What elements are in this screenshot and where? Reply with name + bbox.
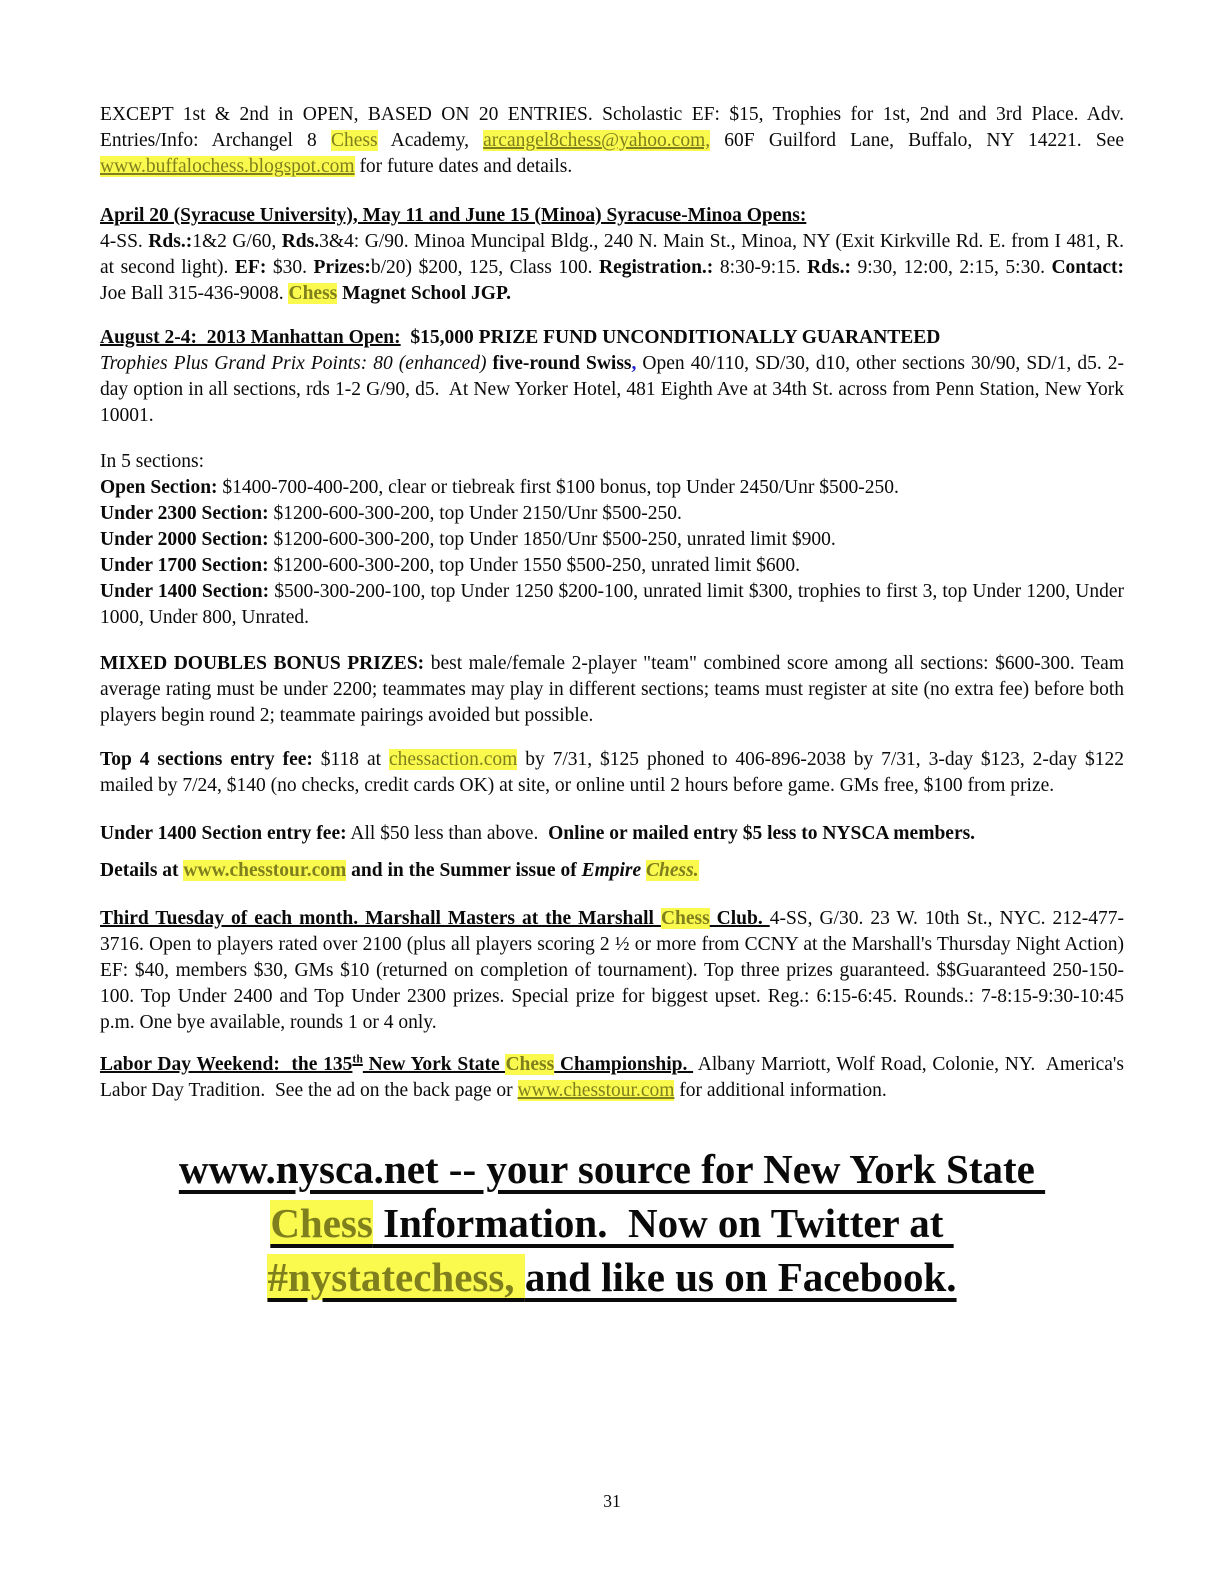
paragraph-archangel-notice: [100, 102, 1129, 180]
heading-syracuse-minoa-opens: [100, 203, 1124, 229]
text-run: Championship.: [554, 1054, 694, 1075]
text-run: Academy,: [377, 130, 484, 151]
highlight-chess: Chess: [270, 1200, 373, 1246]
text-run: 8:30-9:15.: [713, 257, 808, 278]
chessaction-link[interactable]: chessaction.com: [388, 749, 518, 770]
email-link-arcangel[interactable]: arcangel8chess@yahoo.com,: [483, 130, 711, 151]
text-run: 60F Guilford Lane, Buffalo, NY 14221. See: [710, 130, 1129, 151]
buffalochess-link[interactable]: www.buffalochess.blogspot.com: [100, 156, 355, 177]
text-run: Prizes:: [313, 257, 371, 278]
text-run: 3&4: G/90. Minoa Muncipal Bldg., 240 N. Main St., Minoa, NY (Exit Kirkville Rd. E. from I 481, R. at second light).: [100, 231, 1129, 278]
text-run: for additional information.: [674, 1080, 887, 1101]
text-run: and like us on Facebook.: [524, 1254, 957, 1300]
text-run: Under 1400 Section:: [100, 581, 270, 602]
under-1400-entry-fee-line: [100, 821, 1124, 847]
text-run: All $50 less than above.: [346, 823, 549, 844]
text-run: b/20) $200, 125, Class 100.: [370, 257, 600, 278]
text-run: Contact:: [1051, 257, 1125, 278]
text-run: 4-SS, G/30. 23 W. 10th St., NYC. 212-477-3716. Open to players rated over 2100 (plus all players scoring 2 ½ or more from CCNY at the Marshall's Thursday Night Action) EF: $40, members $30, GMs $10 (returned on completion of tournament). Top three prizes guaranteed. $$Guaranteed 250-150-100. Top Under 2400 and Top Under 2300 prizes. Special prize for biggest upset. Reg.: 6:15-6:45. Rounds.: 7-8:15-9:30-10:45 p.m. One bye available, rounds 1 or 4 only.: [100, 908, 1129, 1033]
text-run: by 7/31, $125 phoned to 406-896-2038 by 7/31, 3-day $123, 2-day $122 mailed by 7/24, $140 (no checks, credit cards OK) at site, or online until 2 hours before game. GMs free, $100 from prize.: [100, 749, 1129, 796]
text-run: MIXED DOUBLES BONUS PRIZES:: [100, 653, 425, 674]
section-open: [100, 475, 1124, 501]
text-run: Registration.:: [599, 257, 714, 278]
text-run: th: [352, 1052, 363, 1066]
text-run: Joe Ball 315-436-9008.: [100, 257, 1129, 304]
sections-intro: [100, 449, 1124, 475]
text-run: Magnet School JGP.: [337, 283, 511, 304]
text-run: $30.: [266, 257, 314, 278]
text-run: 4-SS.: [100, 231, 149, 252]
text-run: Empire: [581, 860, 647, 881]
details-line: [100, 858, 1124, 884]
text-run: Under 1400 Section entry fee:: [100, 823, 347, 844]
text-run: August 2-4: 2013 Manhattan Open:: [100, 327, 401, 348]
labor-day-paragraph: [100, 1052, 1129, 1104]
text-run: EXCEPT 1st & 2nd in OPEN, BASED ON 20 ENTRIES. Scholastic EF: $15, Trophies for 1st, 2nd and 3rd Place. Adv. Entries/Info: Archangel 8: [100, 104, 1129, 151]
text-run: five-round Swiss: [492, 353, 632, 374]
nysca-url[interactable]: www.nysca.net -- your source for New York State: [178, 1146, 1046, 1192]
highlight-chess: Chess: [660, 908, 710, 929]
chesstour-link[interactable]: www.chesstour.com: [183, 860, 347, 881]
text-run: Trophies Plus Grand Prix Points: 80 (enhanced): [100, 353, 493, 374]
text-run: 1&2 G/60,: [192, 231, 282, 252]
text-run: $118 at: [312, 749, 389, 770]
highlight-chess: Chess: [288, 283, 338, 304]
text-run: $1200-600-300-200, top Under 2150/Unr $500-250.: [268, 503, 682, 524]
text-run: Rds.:: [148, 231, 193, 252]
mixed-doubles-paragraph: [100, 651, 1129, 729]
banner-line-3: [100, 1250, 1124, 1304]
text-run: [401, 327, 411, 348]
marshall-masters-paragraph: [100, 906, 1129, 1036]
text-run: Information. Now on Twitter at: [372, 1200, 954, 1246]
section-under-2300: [100, 501, 1124, 527]
text-run: for future dates and details.: [354, 156, 573, 177]
page-number: 31: [603, 1491, 621, 1511]
text-run: best male/female 2-player "team" combined score among all sections: $600-300. Team average rating must be under 2200; teammates may play in different sections; teams must register at site (no extra fee) before both players begin round 2; teammate pairings avoided but possible.: [100, 653, 1129, 726]
text-run: Details at: [100, 860, 184, 881]
highlight-chess: Chess: [505, 1054, 555, 1075]
text-run: April 20 (Syracuse University), May 11 and June 15 (Minoa) Syracuse-Minoa Opens:: [100, 205, 807, 226]
text-run: $1200-600-300-200, top Under 1550 $500-250, unrated limit $600.: [268, 555, 800, 576]
text-run: Under 2300 Section:: [100, 503, 269, 524]
top4-entry-fee-paragraph: [100, 747, 1129, 799]
banner-line-2: [100, 1196, 1124, 1250]
text-run: Albany Marriott, Wolf Road, Colonie, NY. America's Labor Day Tradition. See the ad on the back page or: [100, 1054, 1129, 1101]
section-under-1400: [100, 579, 1129, 631]
text-run: and in the Summer issue of: [346, 860, 582, 881]
heading-manhattan-open: [100, 325, 1124, 351]
text-run: Open Section:: [100, 477, 218, 498]
text-run: Rds.: [281, 231, 320, 252]
text-run: $15,000 PRIZE FUND UNCONDITIONALLY GUARANTEED: [410, 327, 941, 348]
nysca-banner: [100, 1142, 1124, 1304]
text-run: In 5 sections:: [100, 451, 204, 472]
text-run: Top 4 sections entry fee:: [100, 749, 313, 770]
body-manhattan-open: [100, 351, 1129, 429]
body-syracuse-minoa-opens: [100, 229, 1129, 307]
text-run: 9:30, 12:00, 2:15, 5:30.: [850, 257, 1052, 278]
text-run: $1200-600-300-200, top Under 1850/Unr $500-250, unrated limit $900.: [268, 529, 836, 550]
text-run: Rds.:: [807, 257, 851, 278]
text-run: Online or mailed entry $5 less to NYSCA members.: [548, 823, 976, 844]
text-run: Third Tuesday of each month. Marshall Masters at the Marshall: [100, 908, 661, 929]
highlight-chess: Chess: [330, 130, 378, 151]
text-run: Open 40/110, SD/30, d10, other sections 30/90, SD/1, d5. 2-day option in all sections, rds 1-2 G/90, d5. At New Yorker Hotel, 481 Eighth Ave at 34th St. across from Penn Station, New York 10001.: [100, 353, 1129, 426]
text-run: ,: [631, 353, 637, 374]
banner-line-1: [100, 1142, 1124, 1196]
text-run: Labor Day Weekend: the 135: [100, 1054, 353, 1075]
section-under-1700: [100, 553, 1124, 579]
section-under-2000: [100, 527, 1124, 553]
text-run: Under 1700 Section:: [100, 555, 269, 576]
highlight-empire-chess: Chess.: [646, 860, 699, 881]
text-run: EF:: [234, 257, 267, 278]
chesstour-link-2[interactable]: www.chesstour.com: [517, 1080, 675, 1101]
text-run: Club.: [709, 908, 770, 929]
twitter-hashtag[interactable]: #nystatechess,: [267, 1254, 525, 1300]
text-run: $500-300-200-100, top Under 1250 $200-100, unrated limit $300, trophies to first 3, top Under 1200, Under 1000, Under 800, Unrated.: [100, 581, 1129, 628]
text-run: $1400-700-400-200, clear or tiebreak first $100 bonus, top Under 2450/Unr $500-250.: [217, 477, 899, 498]
text-run: Under 2000 Section:: [100, 529, 269, 550]
text-run: New York State: [362, 1054, 506, 1075]
